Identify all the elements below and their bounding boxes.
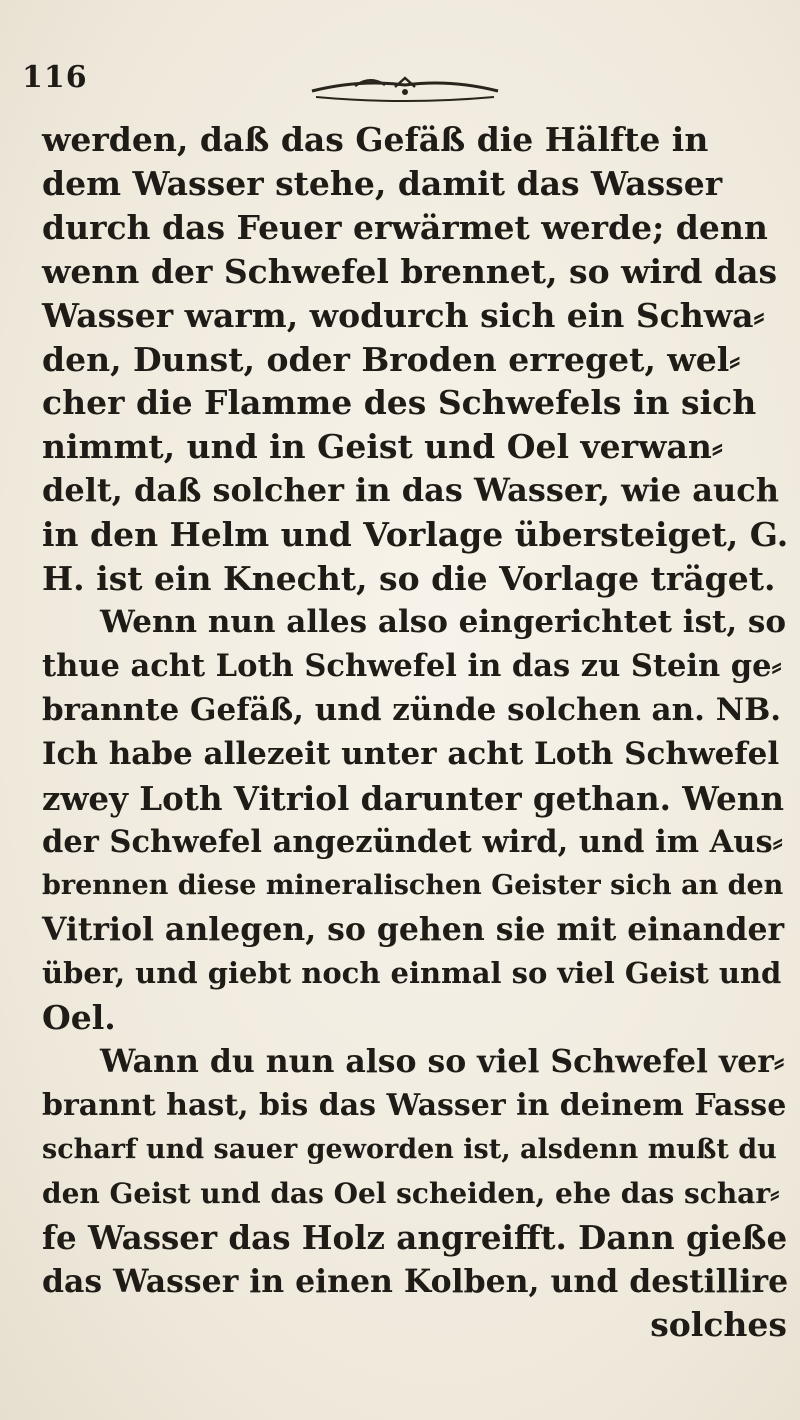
text-line: nimmt, und in Geist und Oel verwan⸗ [42, 427, 723, 467]
text-line: cher die Flamme des Schwefels in sich [42, 383, 757, 423]
text-line: Wasser warm, wodurch sich ein Schwa⸗ [42, 295, 765, 335]
text-line: durch das Feuer erwärmet werde; denn [42, 207, 768, 247]
paragraph-start-line: Wann du nun also so viel Schwefel ver⸗ [100, 1043, 785, 1081]
text-line: H. ist ein Knecht, so die Vorlage träget. [42, 559, 776, 599]
catchword: solches [650, 1305, 787, 1345]
text-line: den, Dunst, oder Broden erreget, wel⸗ [42, 339, 741, 379]
text-line: delt, daß solcher in das Wasser, wie auch [42, 471, 780, 510]
text-line: Oel. [42, 998, 116, 1038]
text-line: scharf und sauer geworden ist, alsdenn mußt du [42, 1133, 777, 1165]
page-number: 116 [22, 60, 88, 95]
text-line: brennen diese mineralischen Geister sich an den [42, 870, 784, 902]
text-line: Vitriol anlegen, so gehen sie mit einander [42, 911, 785, 949]
text-line: Ich habe allezeit unter acht Loth Schwefel [42, 735, 780, 772]
text-line: brannte Gefäß, und zünde solchen an. NB. [42, 691, 782, 728]
text-line: den Geist und das Oel scheiden, ehe das schar⸗ [42, 1176, 780, 1210]
text-line: in den Helm und Vorlage übersteiget, G. [42, 515, 789, 555]
text-line: thue acht Loth Schwefel in das zu Stein ge⸗ [42, 647, 782, 684]
text-line: der Schwefel angezündet wird, und im Aus⸗ [42, 823, 783, 860]
text-line: brannt hast, bis das Wasser in deinem Fasse [42, 1087, 787, 1123]
text-line: das Wasser in einen Kolben, und destillire [42, 1262, 789, 1300]
header-ornament-icon [300, 74, 510, 110]
text-line: dem Wasser stehe, damit das Wasser [42, 163, 723, 203]
body-text [42, 118, 787, 1347]
text-line: zwey Loth Vitriol darunter gethan. Wenn [42, 778, 785, 818]
text-line: werden, daß das Gefäß die Hälfte in [42, 120, 709, 159]
text-line: über, und giebt noch einmal so viel Geist und [42, 956, 782, 991]
text-line: wenn der Schwefel brennet, so wird das [42, 251, 778, 291]
paragraph-start-line: Wenn nun alles also eingerichtet ist, so [100, 603, 787, 640]
text-line: fe Wasser das Holz angreifft. Dann gieße [42, 1217, 788, 1257]
